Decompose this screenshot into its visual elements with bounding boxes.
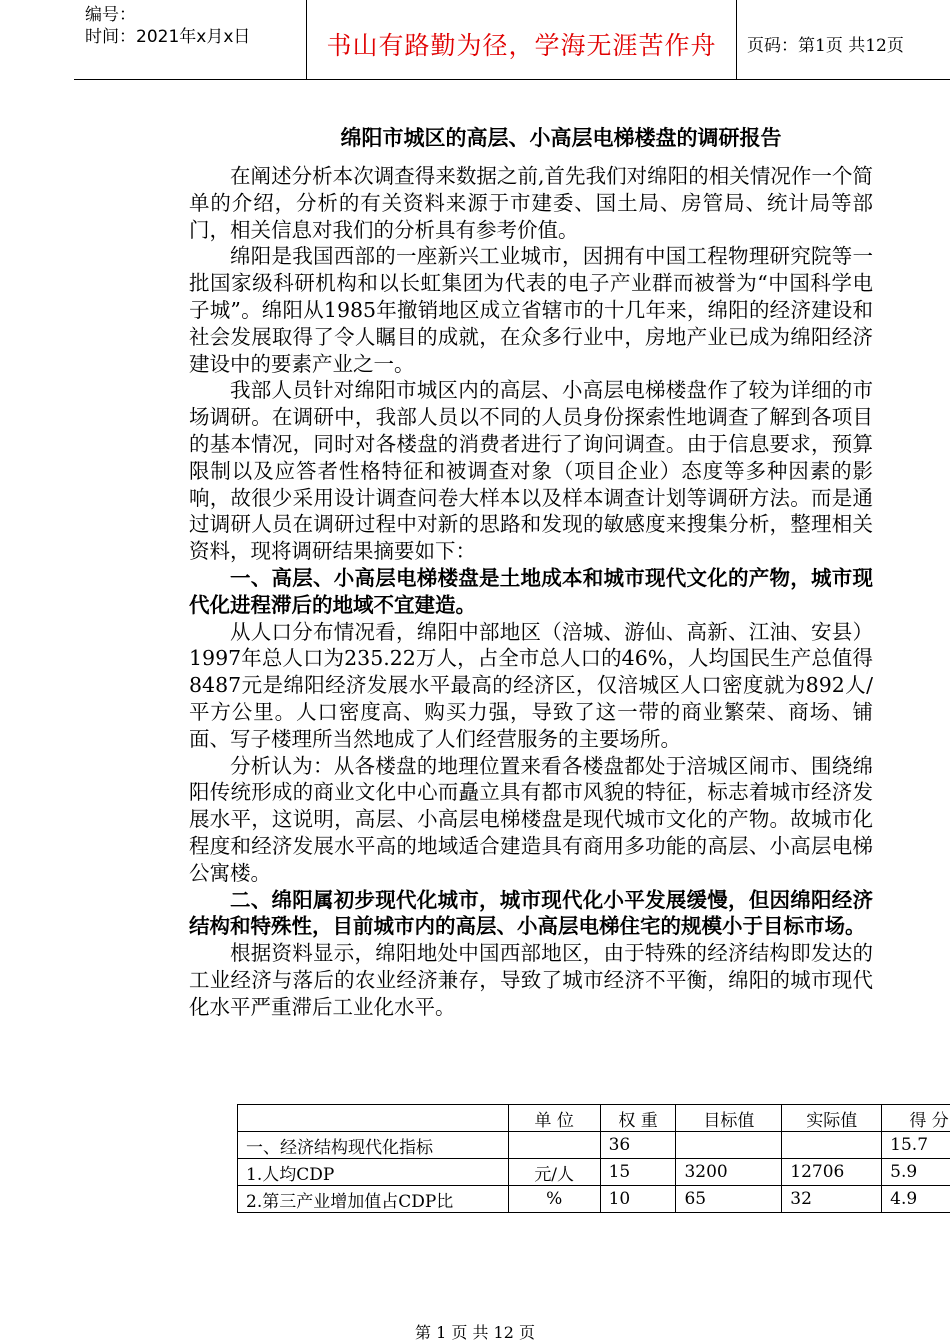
table-row [238,1132,950,1159]
table-cell: 15 [600,1159,676,1186]
table-cell: 2.第三产业增加值占CDP比 [238,1186,509,1213]
table-cell: 36 [600,1132,676,1159]
header-page-info: 页码：第1页 共12页 [747,31,947,56]
paragraph-research-method: 我部人员针对绵阳市城区内的高层、小高层电梯楼盘作了较为详细的市场调研。在调研中，我部人员以不同的人员身份探索性地调查了解到各项目的基本情况，同时对各楼盘的消费者进行了询问调查。由于信息要求，预算限制以及应答者性格特征和被调查对象（项目企业）态度等多种因素的影响，故很少采用设计调查问卷大样本以及样本调查计划等调研方法。而是通过调研人员在调研过程中对新的思路和发现的敏感度来搜集分析，整理相关资料，现将调研结果摘要如下： [189,377,873,565]
page-footer: 第 1 页 共 12 页 [0,1320,950,1343]
document-title: 绵阳市城区的高层、小高层电梯楼盘的调研报告 [191,122,931,152]
table-row [238,1186,950,1213]
table-header-cell: 权 重 [600,1105,676,1132]
paragraph-population: 从人口分布情况看，绵阳中部地区（涪城、游仙、高新、江油、安县）1997年总人口为235.22万人，占全市总人口的46%，人均国民生产总值得8487元是绵阳经济发展水平最高的经济区，仅涪城区人口密度就为892人/平方公里。人口密度高、购买力强，导致了这一带的商业繁荣、商场、铺面、写子楼理所当然地成了人们经营服务的主要场所。 [189,619,873,753]
paragraph-intro: 在阐述分析本次调查得来数据之前,首先我们对绵阳的相关情况作一个简单的介绍，分析的有关资料来源于市建委、国土局、房管局、统计局等部门，相关信息对我们的分析具有参考价值。 [189,163,873,243]
header-motto: 书山有路勤为径，学海无涯苦作舟 [307,26,736,62]
table-header-cell [238,1105,509,1132]
table-cell: 12706 [782,1159,882,1186]
table-row [238,1159,950,1186]
table-cell: % [508,1186,600,1213]
document-body [189,163,873,1021]
indicator-table [237,1104,950,1213]
section-heading-1: 一、高层、小高层电梯楼盘是土地成本和城市现代文化的产物，城市现代化进程滞后的地域不宜建造。 [189,565,873,619]
table-cell: 1.人均CDP [238,1159,509,1186]
table-cell: 5.9 [882,1159,950,1186]
table-cell: 3200 [676,1159,782,1186]
table-cell: 15.7 [882,1132,950,1159]
header-meta [85,4,305,48]
header-date: 时间：2021年x月x日 [85,26,305,48]
paragraph-mianyang-overview: 绵阳是我国西部的一座新兴工业城市，因拥有中国工程物理研究院等一批国家级科研机构和以长虹集团为代表的电子产业群而被誉为“中国科学电子城”。绵阳从1985年撤销地区成立省辖市的十几年来，绵阳的经济建设和社会发展取得了令人瞩目的成就，在众多行业中，房地产业已成为绵阳经济建设中的要素产业之一。 [189,243,873,377]
table-header-cell: 目标值 [676,1105,782,1132]
header-divider-right [736,0,737,79]
table-header-cell: 得 分 [882,1105,950,1132]
table-header-row [238,1105,950,1132]
table-cell: 一、经济结构现代化指标 [238,1132,509,1159]
table-header-cell: 实际值 [782,1105,882,1132]
table-cell [782,1132,882,1159]
section-heading-2: 二、绵阳属初步现代化城市，城市现代化小平发展缓慢，但因绵阳经济结构和特殊性，目前城市内的高层、小高层电梯住宅的规模小于目标市场。 [189,887,873,941]
table-cell: 4.9 [882,1186,950,1213]
table-cell: 32 [782,1186,882,1213]
table-cell [508,1132,600,1159]
table-cell [676,1132,782,1159]
table-cell: 元/人 [508,1159,600,1186]
table-cell: 65 [676,1186,782,1213]
page-header [74,0,950,80]
paragraph-data-source: 根据资料显示，绵阳地处中国西部地区，由于特殊的经济结构即发达的工业经济与落后的农业经济兼存，导致了城市经济不平衡，绵阳的城市现代化水平严重滞后工业化水平。 [189,940,873,1020]
header-number-label: 编号： [85,4,305,26]
table-header-cell: 单 位 [508,1105,600,1132]
indicator-table-wrapper [237,1104,950,1213]
paragraph-analysis: 分析认为：从各楼盘的地理位置来看各楼盘都处于涪城区闹市、围绕绵阳传统形成的商业文化中心而矗立具有都市风貌的特征，标志着城市经济发展水平，这说明，高层、小高层电梯楼盘是现代城市文化的产物。故城市化程度和经济发展水平高的地域适合建造具有商用多功能的高层、小高层电梯公寓楼。 [189,753,873,887]
table-cell: 10 [600,1186,676,1213]
